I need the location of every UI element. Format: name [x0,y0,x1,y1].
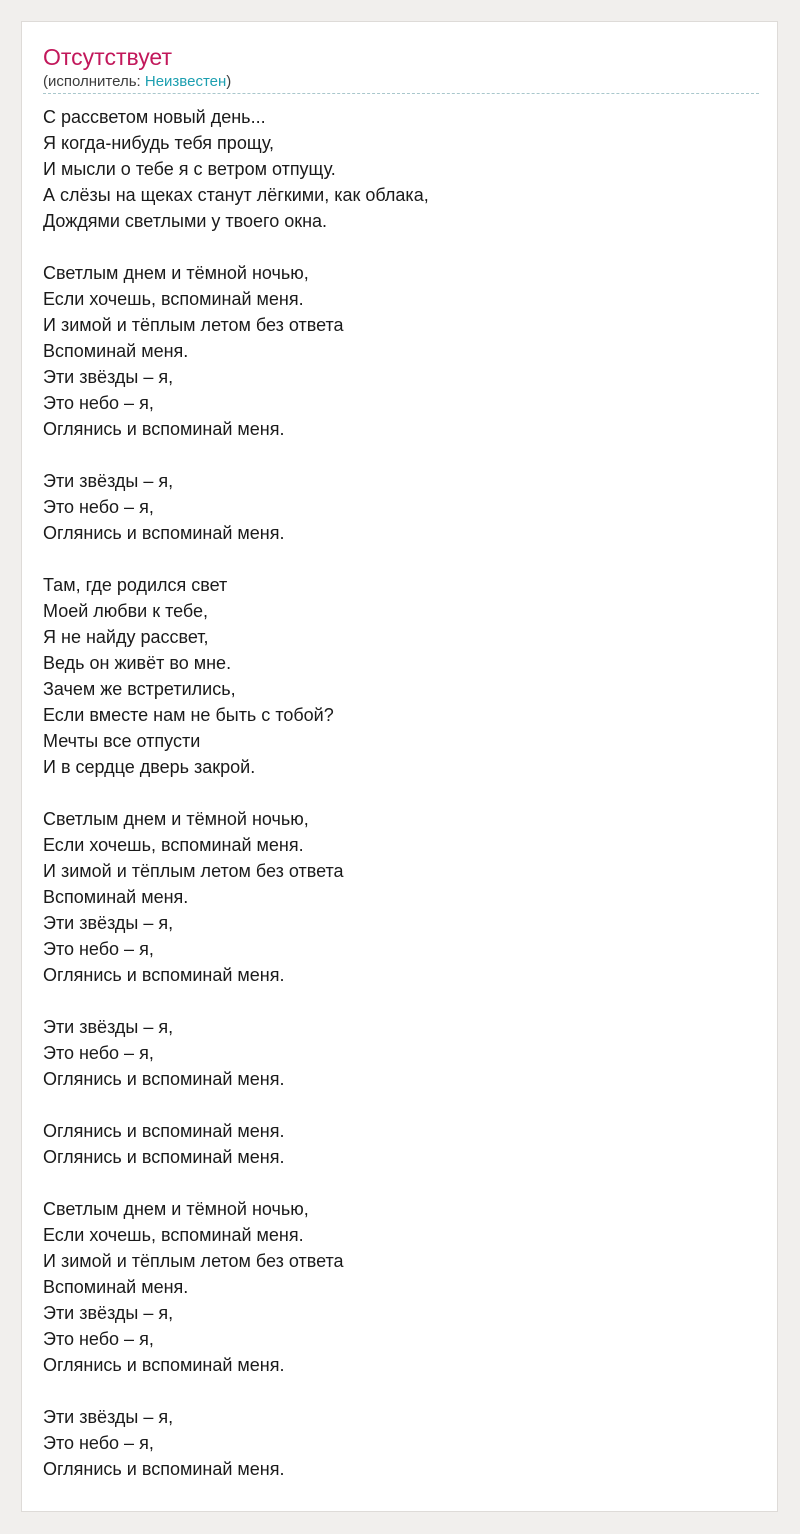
lyric-line: А слёзы на щеках станут лёгкими, как облака, [43,185,429,205]
lyric-line: Вспоминай меня. [43,887,189,907]
title-divider [43,93,759,94]
lyric-line: Там, где родился свет [43,575,228,595]
lyric-line: Светлым днем и тёмной ночью, [43,809,309,829]
lyric-line: Дождями светлыми у твоего окна. [43,211,328,231]
lyric-line: Это небо – я, [43,393,154,413]
lyric-line: Оглянись и вспоминай меня. [43,1147,285,1167]
lyric-line: Оглянись и вспоминай меня. [43,1355,285,1375]
lyric-line: Эти звёзды – я, [43,1303,174,1323]
lyric-line: Зачем же встретились, [43,679,236,699]
lyrics-card [21,21,778,1512]
lyric-line: Эти звёзды – я, [43,367,174,387]
lyric-line: И зимой и тёплым летом без ответа [43,861,344,881]
lyric-line: Это небо – я, [43,939,154,959]
lyric-line: Оглянись и вспоминай меня. [43,1069,285,1089]
stanza-break [43,1170,759,1196]
lyric-line: С рассветом новый день... [43,107,266,127]
lyric-line: И зимой и тёплым летом без ответа [43,1251,344,1271]
stanza-break [43,988,759,1014]
stanza-break [43,546,759,572]
artist-line [43,73,231,91]
lyric-line: Если хочешь, вспоминай меня. [43,835,304,855]
lyric-line: Оглянись и вспоминай меня. [43,523,285,543]
lyric-line: Оглянись и вспоминай меня. [43,419,285,439]
song-title: Отсутствует [43,44,172,70]
lyric-line: Эти звёзды – я, [43,471,174,491]
artist-link[interactable]: Неизвестен [144,73,227,90]
stanza-break [43,1092,759,1118]
lyric-line: И в сердце дверь закрой. [43,757,256,777]
lyric-line: Ведь он живёт во мне. [43,653,232,673]
lyric-line: Если хочешь, вспоминай меня. [43,1225,304,1245]
stanza-break [43,442,759,468]
stanza-break [43,234,759,260]
artist-prefix: (исполнитель: [43,73,145,90]
lyric-line: Я не найду рассвет, [43,627,209,647]
lyric-line: Это небо – я, [43,1043,154,1063]
lyric-line: Если вместе нам не быть с тобой? [43,705,334,725]
lyric-line: Я когда-нибудь тебя прощу, [43,133,275,153]
lyric-line: Оглянись и вспоминай меня. [43,1459,285,1479]
lyric-line: Мечты все отпусти [43,731,201,751]
lyric-line: Светлым днем и тёмной ночью, [43,1199,309,1219]
lyric-line: И мысли о тебе я с ветром отпущу. [43,159,336,179]
lyric-line: Оглянись и вспоминай меня. [43,1121,285,1141]
lyric-line: И зимой и тёплым летом без ответа [43,315,344,335]
lyric-line: Это небо – я, [43,497,154,517]
lyric-line: Если хочешь, вспоминай меня. [43,289,304,309]
lyric-line: Моей любви к тебе, [43,601,209,621]
stanza-break [43,780,759,806]
lyric-line: Эти звёзды – я, [43,913,174,933]
lyric-line: Вспоминай меня. [43,341,189,361]
lyric-line: Вспоминай меня. [43,1277,189,1297]
lyrics-text [43,104,759,1482]
lyric-line: Эти звёзды – я, [43,1017,174,1037]
lyric-line: Это небо – я, [43,1433,154,1453]
stanza-break [43,1378,759,1404]
lyric-line: Светлым днем и тёмной ночью, [43,263,309,283]
lyric-line: Это небо – я, [43,1329,154,1349]
artist-suffix: ) [226,73,232,90]
lyric-line: Эти звёзды – я, [43,1407,174,1427]
lyric-line: Оглянись и вспоминай меня. [43,965,285,985]
